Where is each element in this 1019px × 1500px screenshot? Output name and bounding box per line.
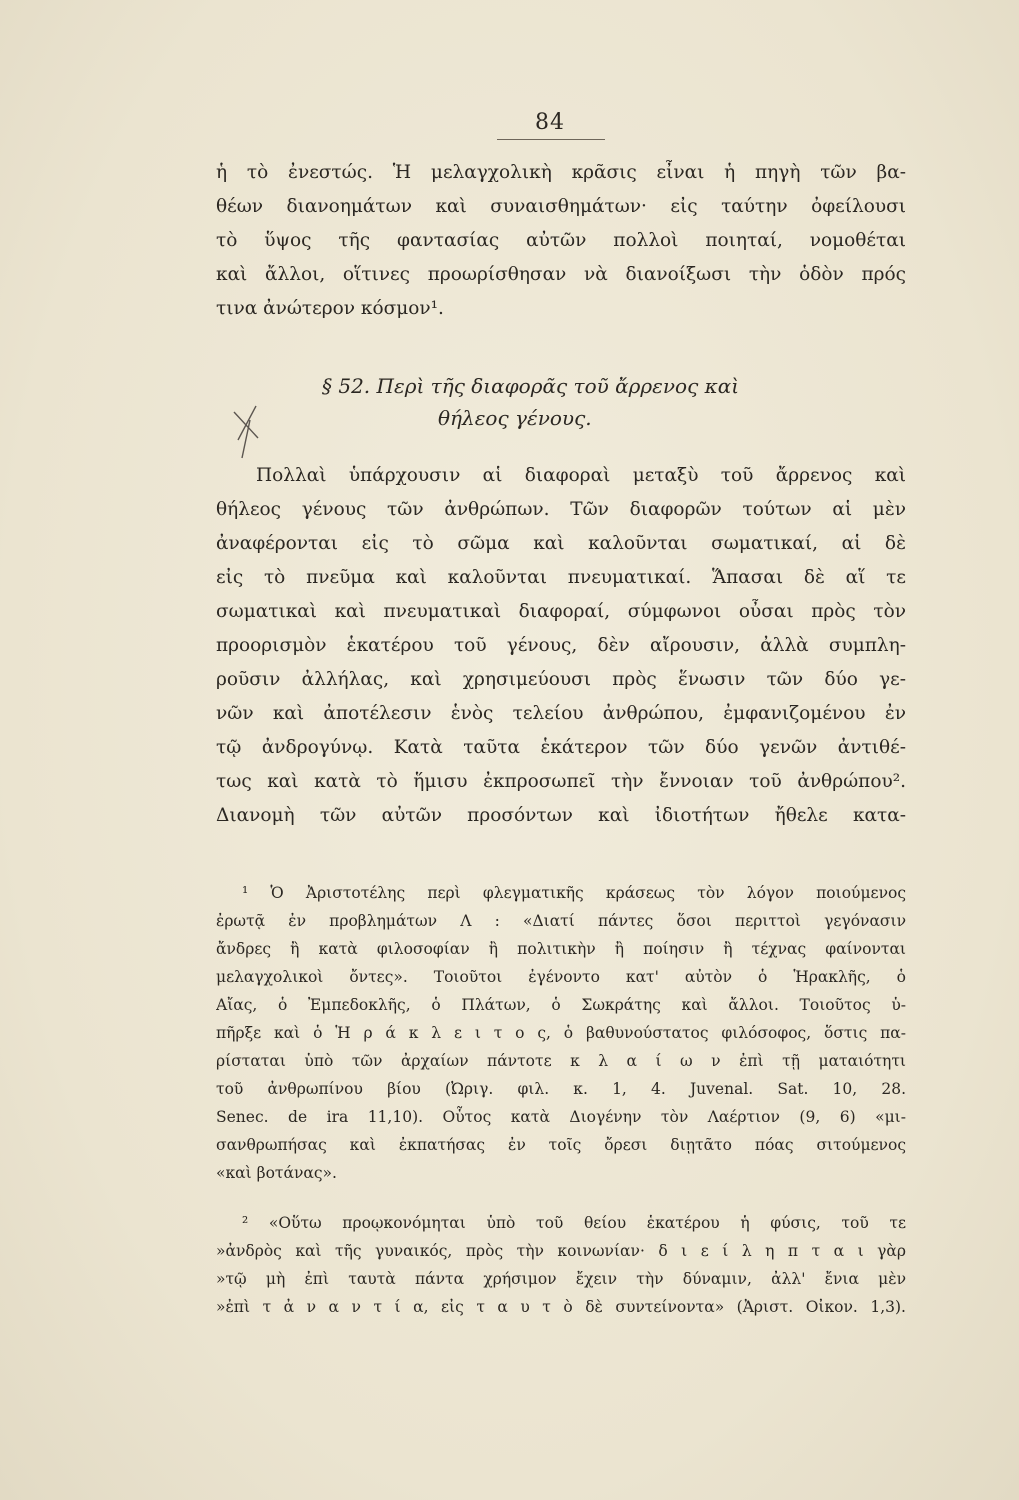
page-number: 84 xyxy=(535,110,565,135)
opening-text xyxy=(216,160,906,340)
section-heading: § 52. Περὶ τῆς διαφορᾶς τοῦ ἄρρενος καὶ xyxy=(322,374,740,398)
text-line: τινα ἀνώτερον κόσμον¹. xyxy=(216,298,444,319)
text-line: Διανομὴ τῶν αὐτῶν προσόντων καὶ ἰδιοτήτων ἤθελε κατα- xyxy=(216,805,906,826)
pencil-mark-icon xyxy=(228,400,268,460)
text-line: ροῦσιν ἀλλήλας, καὶ χρησιμεύουσι πρὸς ἕνωσιν τῶν δύο γε- xyxy=(216,669,906,690)
footnote-line: »ἐπὶ τ ἀ ν α ν τ ί α, εἰς τ α υ τ ὸ δὲ συντείνοντα» (Ἀριστ. Οἰκον. 1,3). xyxy=(216,1298,906,1316)
footnote-line: «καὶ βοτάνας». xyxy=(216,1164,337,1182)
footnote-line: ¹ Ὁ Ἀριστοτέλης περὶ φλεγματικῆς κράσεως τὸν λόγον ποιούμενος xyxy=(242,884,906,902)
footnote-line: »ἀνδρὸς καὶ τῆς γυναικός, πρὸς τὴν κοινωνίαν· δ ι ε ί λ η π τ α ι γὰρ xyxy=(216,1242,906,1260)
text-line: θήλεος γένους τῶν ἀνθρώπων. Τῶν διαφορῶν τούτων αἱ μὲν xyxy=(216,499,906,520)
header-rule xyxy=(497,139,605,140)
main-paragraph xyxy=(216,463,906,853)
footnote-line: Αἴας, ὁ Ἐμπεδοκλῆς, ὁ Πλάτων, ὁ Σωκράτης καὶ ἄλλοι. Τοιοῦτος ὑ- xyxy=(216,996,906,1014)
text-line: σωματικαὶ καὶ πνευματικαὶ διαφοραί, σύμφωνοι οὖσαι πρὸς τὸν xyxy=(216,601,906,622)
text-line: τως καὶ κατὰ τὸ ἥμισυ ἐκπροσωπεῖ τὴν ἔννοιαν τοῦ ἀνθρώπου². xyxy=(216,771,906,792)
footnote-line: πῆρξε καὶ ὁ Ἡ ρ ά κ λ ε ι τ ο ς, ὁ βαθυνούστατος φιλόσοφος, ὅστις πα- xyxy=(216,1024,906,1042)
text-line: θέων διανοημάτων καὶ συναισθημάτων· εἰς ταύτην ὀφείλουσι xyxy=(216,196,906,217)
footnote-2 xyxy=(216,1212,906,1332)
footnote-line: »τῷ μὴ ἐπὶ ταυτὰ πάντα χρήσιμον ἔχειν τὴν δύναμιν, ἀλλ' ἔνια μὲν xyxy=(216,1270,906,1288)
footnote-line: μελαγχολικοὶ ὄντες». Τοιοῦτοι ἐγένοντο κατ' αὐτὸν ὁ Ἡρακλῆς, ὁ xyxy=(216,968,906,986)
footnote-line: ἐρωτᾷ ἐν προβλημάτων Λ : «Διατί πάντες ὅσοι περιττοὶ γεγόνασιν xyxy=(216,912,906,930)
footnote-line: ² «Οὕτω προῳκονόμηται ὑπὸ τοῦ θείου ἑκατέρου ἡ φύσις, τοῦ τε xyxy=(242,1214,906,1232)
text-line: τὸ ὕψος τῆς φαντασίας αὐτῶν πολλοὶ ποιηταί, νομοθέται xyxy=(216,230,906,251)
text-line: προορισμὸν ἑκατέρου τοῦ γένους, δὲν αἴρουσιν, ἀλλὰ συμπλη- xyxy=(216,635,906,656)
footnote-line: ἄνδρες ἢ κατὰ φιλοσοφίαν ἢ πολιτικὴν ἢ ποίησιν ἢ τέχνας φαίνονται xyxy=(216,940,906,958)
text-line: καὶ ἄλλοι, οἵτινες προωρίσθησαν νὰ διανοίξωσι τὴν ὁδὸν πρός xyxy=(216,264,906,285)
text-line: ἀναφέρονται εἰς τὸ σῶμα καὶ καλοῦνται σωματικαί, αἱ δὲ xyxy=(216,533,906,554)
section-heading-cont: θήλεος γένους. xyxy=(438,406,592,430)
text-line: ἡ τὸ ἐνεστώς. Ἡ μελαγχολικὴ κρᾶσις εἶναι ἡ πηγὴ τῶν βα- xyxy=(216,162,906,183)
footnote-line: σανθρωπήσας καὶ ἐκπατήσας ἐν τοῖς ὄρεσι διῃτᾶτο πόας σιτούμενος xyxy=(216,1136,906,1154)
footnote-line: τοῦ ἀνθρωπίνου βίου (Ὠριγ. φιλ. κ. 1, 4. Juvenal. Sat. 10, 28. xyxy=(216,1080,906,1098)
text-line: εἰς τὸ πνεῦμα καὶ καλοῦνται πνευματικαί. Ἅπασαι δὲ αἵ τε xyxy=(216,567,906,588)
footnote-line: ρίσταται ὑπὸ τῶν ἀρχαίων πάντοτε κ λ α ί ω ν ἐπὶ τῇ ματαιότητι xyxy=(216,1052,906,1070)
text-line: νῶν καὶ ἀποτέλεσιν ἑνὸς τελείου ἀνθρώπου, ἐμφανιζομένου ἐν xyxy=(216,703,906,724)
footnote-1 xyxy=(216,882,906,1212)
text-line: Πολλαὶ ὑπάρχουσιν αἱ διαφοραὶ μεταξὺ τοῦ ἄρρενος καὶ xyxy=(256,465,906,486)
text-line: τῷ ἀνδρογύνῳ. Κατὰ ταῦτα ἑκάτερον τῶν δύο γενῶν ἀντιθέ- xyxy=(216,737,906,758)
footnote-line: Senec. de ira 11,10). Οὗτος κατὰ Διογένην τὸν Λαέρτιον (9, 6) «μι- xyxy=(216,1108,906,1126)
